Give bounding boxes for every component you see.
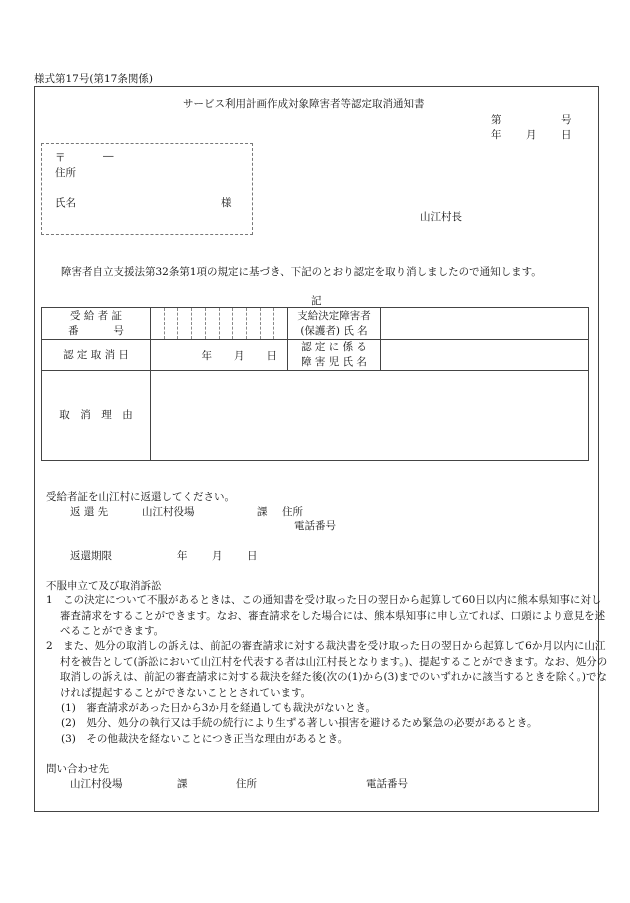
inquiry-phone: 電話番号 bbox=[366, 778, 408, 790]
appeal-sub-2: (2) 処分、処分の執行又は手続の続行により生ずる著しい損害を避けるため緊急の必要があるとき。 bbox=[61, 717, 538, 729]
postal-dash: ― bbox=[103, 150, 114, 162]
date-day: 日 bbox=[561, 129, 572, 141]
return-dest-office: 山江村役場 bbox=[142, 506, 195, 518]
digit-box bbox=[247, 308, 261, 339]
date-year: 年 bbox=[491, 129, 502, 141]
inquiry-address: 住所 bbox=[236, 778, 257, 790]
cert-no-label-2: 番 号 bbox=[68, 324, 124, 337]
digit-box bbox=[165, 308, 179, 339]
name-label: 氏名 bbox=[55, 197, 76, 209]
issuer: 山江村長 bbox=[420, 211, 462, 223]
honorific: 様 bbox=[221, 197, 232, 209]
payee-label-1: 支給決定障害者 bbox=[297, 309, 371, 322]
form-label: 様式第17号(第17条関係) bbox=[34, 73, 153, 85]
return-dest-phone: 電話番号 bbox=[294, 520, 336, 532]
return-instruction: 受給者証を山江村に返還してください。 bbox=[46, 491, 235, 503]
document-title: サービス利用計画作成対象障害者等認定取消通知書 bbox=[183, 98, 425, 110]
reason-label: 取 消 理 由 bbox=[42, 371, 151, 461]
appeal-item-1: 1 この決定について不服があるときは、この通知書を受け取った日の翌日から起算して60日以内に熊本県知事に対し審査請求をすることができます。なお、審査請求をした場合には、熊本県知事に申し立てれば、口頭により意見を述べることができます。 bbox=[46, 594, 606, 637]
cancel-date-label: 認 定 取 消 日 bbox=[42, 340, 151, 371]
cert-no-label-1: 受 給 者 証 bbox=[69, 309, 122, 322]
digit-box bbox=[261, 308, 275, 339]
cancel-date-month: 月 bbox=[234, 349, 245, 362]
child-label-1: 認 定 に 係 る bbox=[301, 341, 367, 353]
address-label: 住所 bbox=[55, 167, 76, 179]
digit-box bbox=[274, 308, 287, 339]
child-value bbox=[381, 340, 589, 371]
inquiry-section: 課 bbox=[177, 778, 188, 790]
cancel-date-year: 年 bbox=[201, 349, 212, 362]
inquiry-office: 山江村役場 bbox=[70, 778, 123, 790]
appeal-item-2: 2 また、処分の取消しの訴えは、前記の審査請求に対する裁決書を受け取った日の翌日から起算して6か月以内に山江村を被告として(訴訟において山江村を代表する者は山江村長となります。)、提起することができます。なお、処分の取消しの訴えは、前記の審査請求に対する裁決を経た後(次の(1)から(3)までのいずれかに該当するときを除く。)でなければ提起することができないこととされています。 bbox=[46, 640, 608, 699]
payee-value bbox=[381, 308, 589, 340]
address-box bbox=[41, 143, 253, 235]
digit-box bbox=[206, 308, 220, 339]
return-deadline-label: 返還期限 bbox=[70, 550, 112, 562]
doc-number-go: 号 bbox=[561, 114, 572, 126]
return-dest-section: 課 bbox=[257, 506, 268, 518]
cancel-date-value bbox=[151, 340, 288, 371]
return-dest-label: 返 還 先 bbox=[70, 506, 109, 518]
digit-box bbox=[151, 308, 165, 339]
notice-text: 障害者自立支援法第32条第1項の規定に基づき、下記のとおり認定を取り消しましたので通知します。 bbox=[61, 266, 542, 278]
appeal-sub-1: (1) 審査請求があった日から3か月を経過しても裁決がないとき。 bbox=[61, 702, 377, 714]
date-month: 月 bbox=[526, 129, 537, 141]
return-deadline-year: 年 bbox=[177, 550, 188, 562]
return-deadline-day: 日 bbox=[247, 550, 258, 562]
child-label-2: 障 害 児 氏 名 bbox=[301, 356, 367, 368]
digit-box bbox=[233, 308, 247, 339]
inquiry-heading: 問い合わせ先 bbox=[46, 763, 109, 775]
payee-label bbox=[288, 308, 381, 340]
cert-no-digits bbox=[151, 308, 288, 340]
cert-no-label bbox=[42, 308, 151, 340]
child-label bbox=[288, 340, 381, 371]
doc-number-dai: 第 bbox=[491, 114, 502, 126]
digit-box bbox=[220, 308, 234, 339]
return-deadline-month: 月 bbox=[212, 550, 223, 562]
appeal-sub-3: (3) その他裁決を経ないことにつき正当な理由があるとき。 bbox=[61, 733, 349, 745]
record-table bbox=[41, 307, 589, 461]
digit-box bbox=[192, 308, 206, 339]
reason-value bbox=[151, 371, 589, 461]
appeal-heading: 不服申立て及び取消訴訟 bbox=[46, 580, 162, 592]
digit-box bbox=[178, 308, 192, 339]
postal-mark: 〒 bbox=[55, 152, 66, 164]
cancel-date-day: 日 bbox=[266, 349, 277, 362]
payee-label-2: (保護者) 氏 名 bbox=[300, 324, 368, 337]
return-dest-address: 住所 bbox=[282, 506, 303, 518]
ki-mark: 記 bbox=[311, 295, 322, 307]
